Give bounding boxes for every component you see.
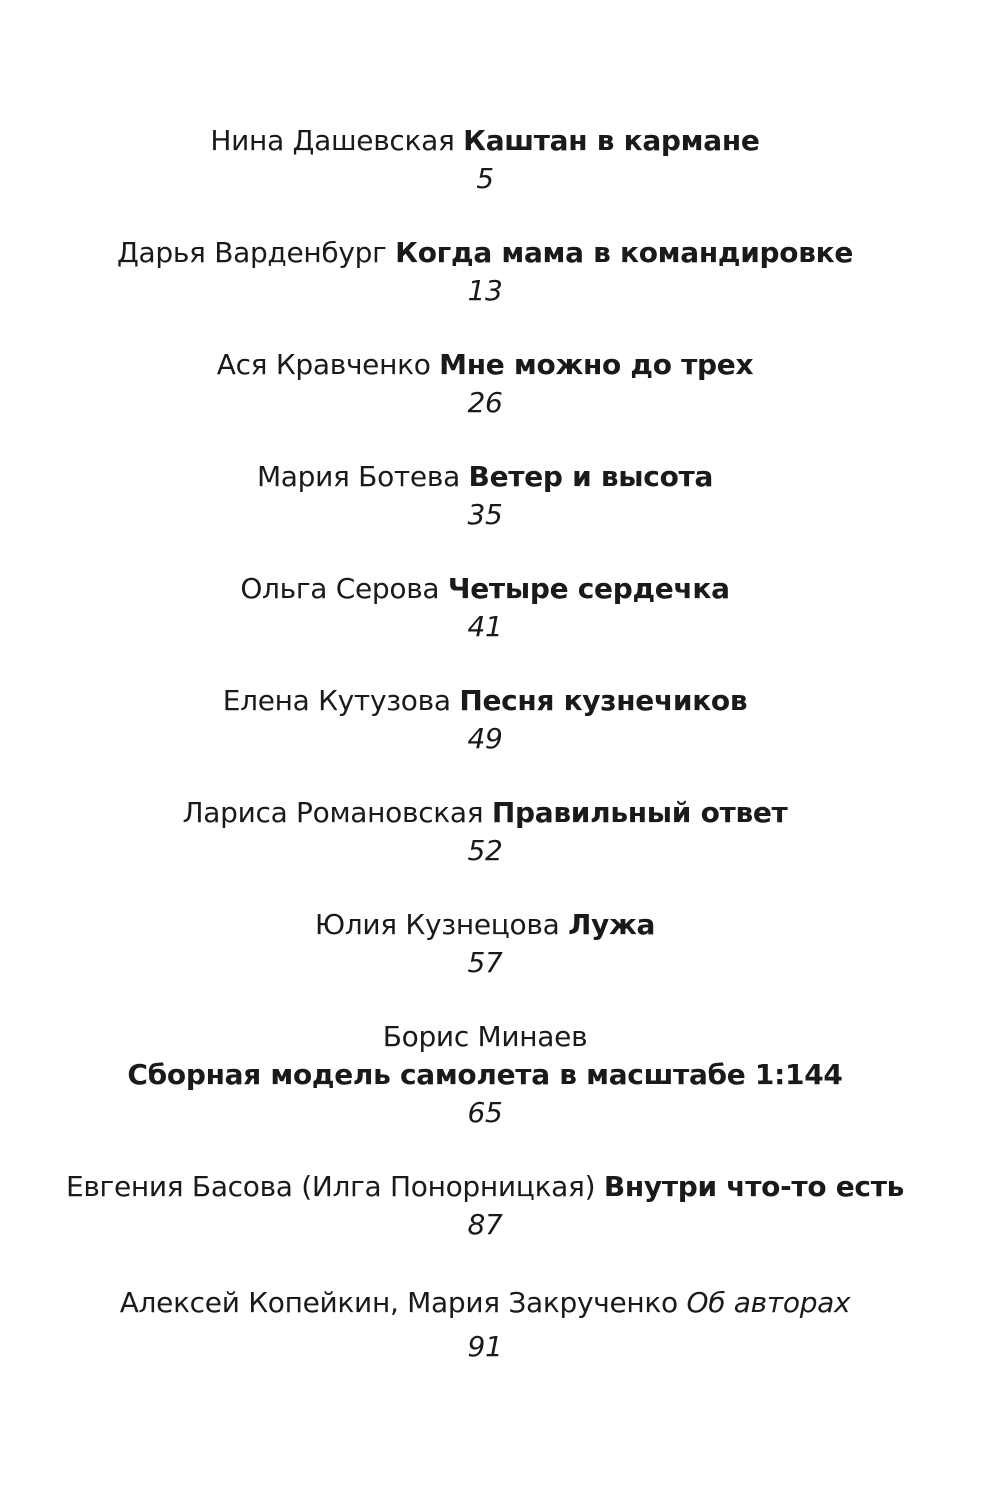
entry-author: Евгения Басова (Илга Понорницкая) xyxy=(65,1170,596,1203)
toc-entry xyxy=(0,458,970,534)
entry-author: Ольга Серова xyxy=(240,572,440,605)
entry-author: Нина Дашевская xyxy=(210,124,455,157)
entry-author: Мария Ботева xyxy=(256,460,460,493)
entry-author: Борис Минаев xyxy=(382,1020,588,1053)
entry-title: Сборная модель самолета в масштабе 1:144 xyxy=(127,1058,843,1091)
toc-entry xyxy=(0,122,970,198)
toc-entry xyxy=(0,682,970,758)
toc-entry xyxy=(0,1018,970,1132)
entry-title: Правильный ответ xyxy=(491,796,788,829)
entry-page-number: 41 xyxy=(467,610,503,643)
entry-author: Елена Кутузова xyxy=(222,684,451,717)
entry-author: Юлия Кузнецова xyxy=(314,908,560,941)
toc-entry xyxy=(0,1168,970,1244)
entry-page-number: 35 xyxy=(467,498,503,531)
toc-entry xyxy=(0,906,970,982)
entry-page-number: 13 xyxy=(467,274,503,307)
entry-page-number: 49 xyxy=(467,722,503,755)
entry-page-number: 26 xyxy=(467,386,503,419)
entry-author: Лариса Романовская xyxy=(182,796,484,829)
toc-entry xyxy=(0,570,970,646)
toc-entry xyxy=(0,794,970,870)
entry-page-number: 87 xyxy=(467,1208,503,1241)
entry-author: Ася Кравченко xyxy=(216,348,431,381)
entry-author: Алексей Копейкин, Мария Закрученко xyxy=(119,1286,678,1319)
entry-page-number: 5 xyxy=(476,162,494,195)
entry-title: Внутри что-то есть xyxy=(603,1170,905,1203)
entry-title: Каштан в кармане xyxy=(463,124,760,157)
entry-author: Дарья Варденбург xyxy=(116,236,387,269)
toc-entry xyxy=(0,1284,970,1366)
entry-title: Когда мама в командировке xyxy=(395,236,854,269)
entry-title: Об авторах xyxy=(686,1286,851,1319)
entry-page-number: 57 xyxy=(467,946,503,979)
entry-page-number: 52 xyxy=(467,834,503,867)
entry-page-number: 91 xyxy=(467,1330,503,1363)
entry-title: Лужа xyxy=(568,908,656,941)
toc-entry xyxy=(0,234,970,310)
entry-page-number: 65 xyxy=(467,1096,503,1129)
toc-entry xyxy=(0,346,970,422)
entry-title: Мне можно до трех xyxy=(439,348,754,381)
entry-title: Четыре сердечка xyxy=(447,572,730,605)
entry-title: Песня кузнечиков xyxy=(459,684,748,717)
entry-title: Ветер и высота xyxy=(468,460,714,493)
